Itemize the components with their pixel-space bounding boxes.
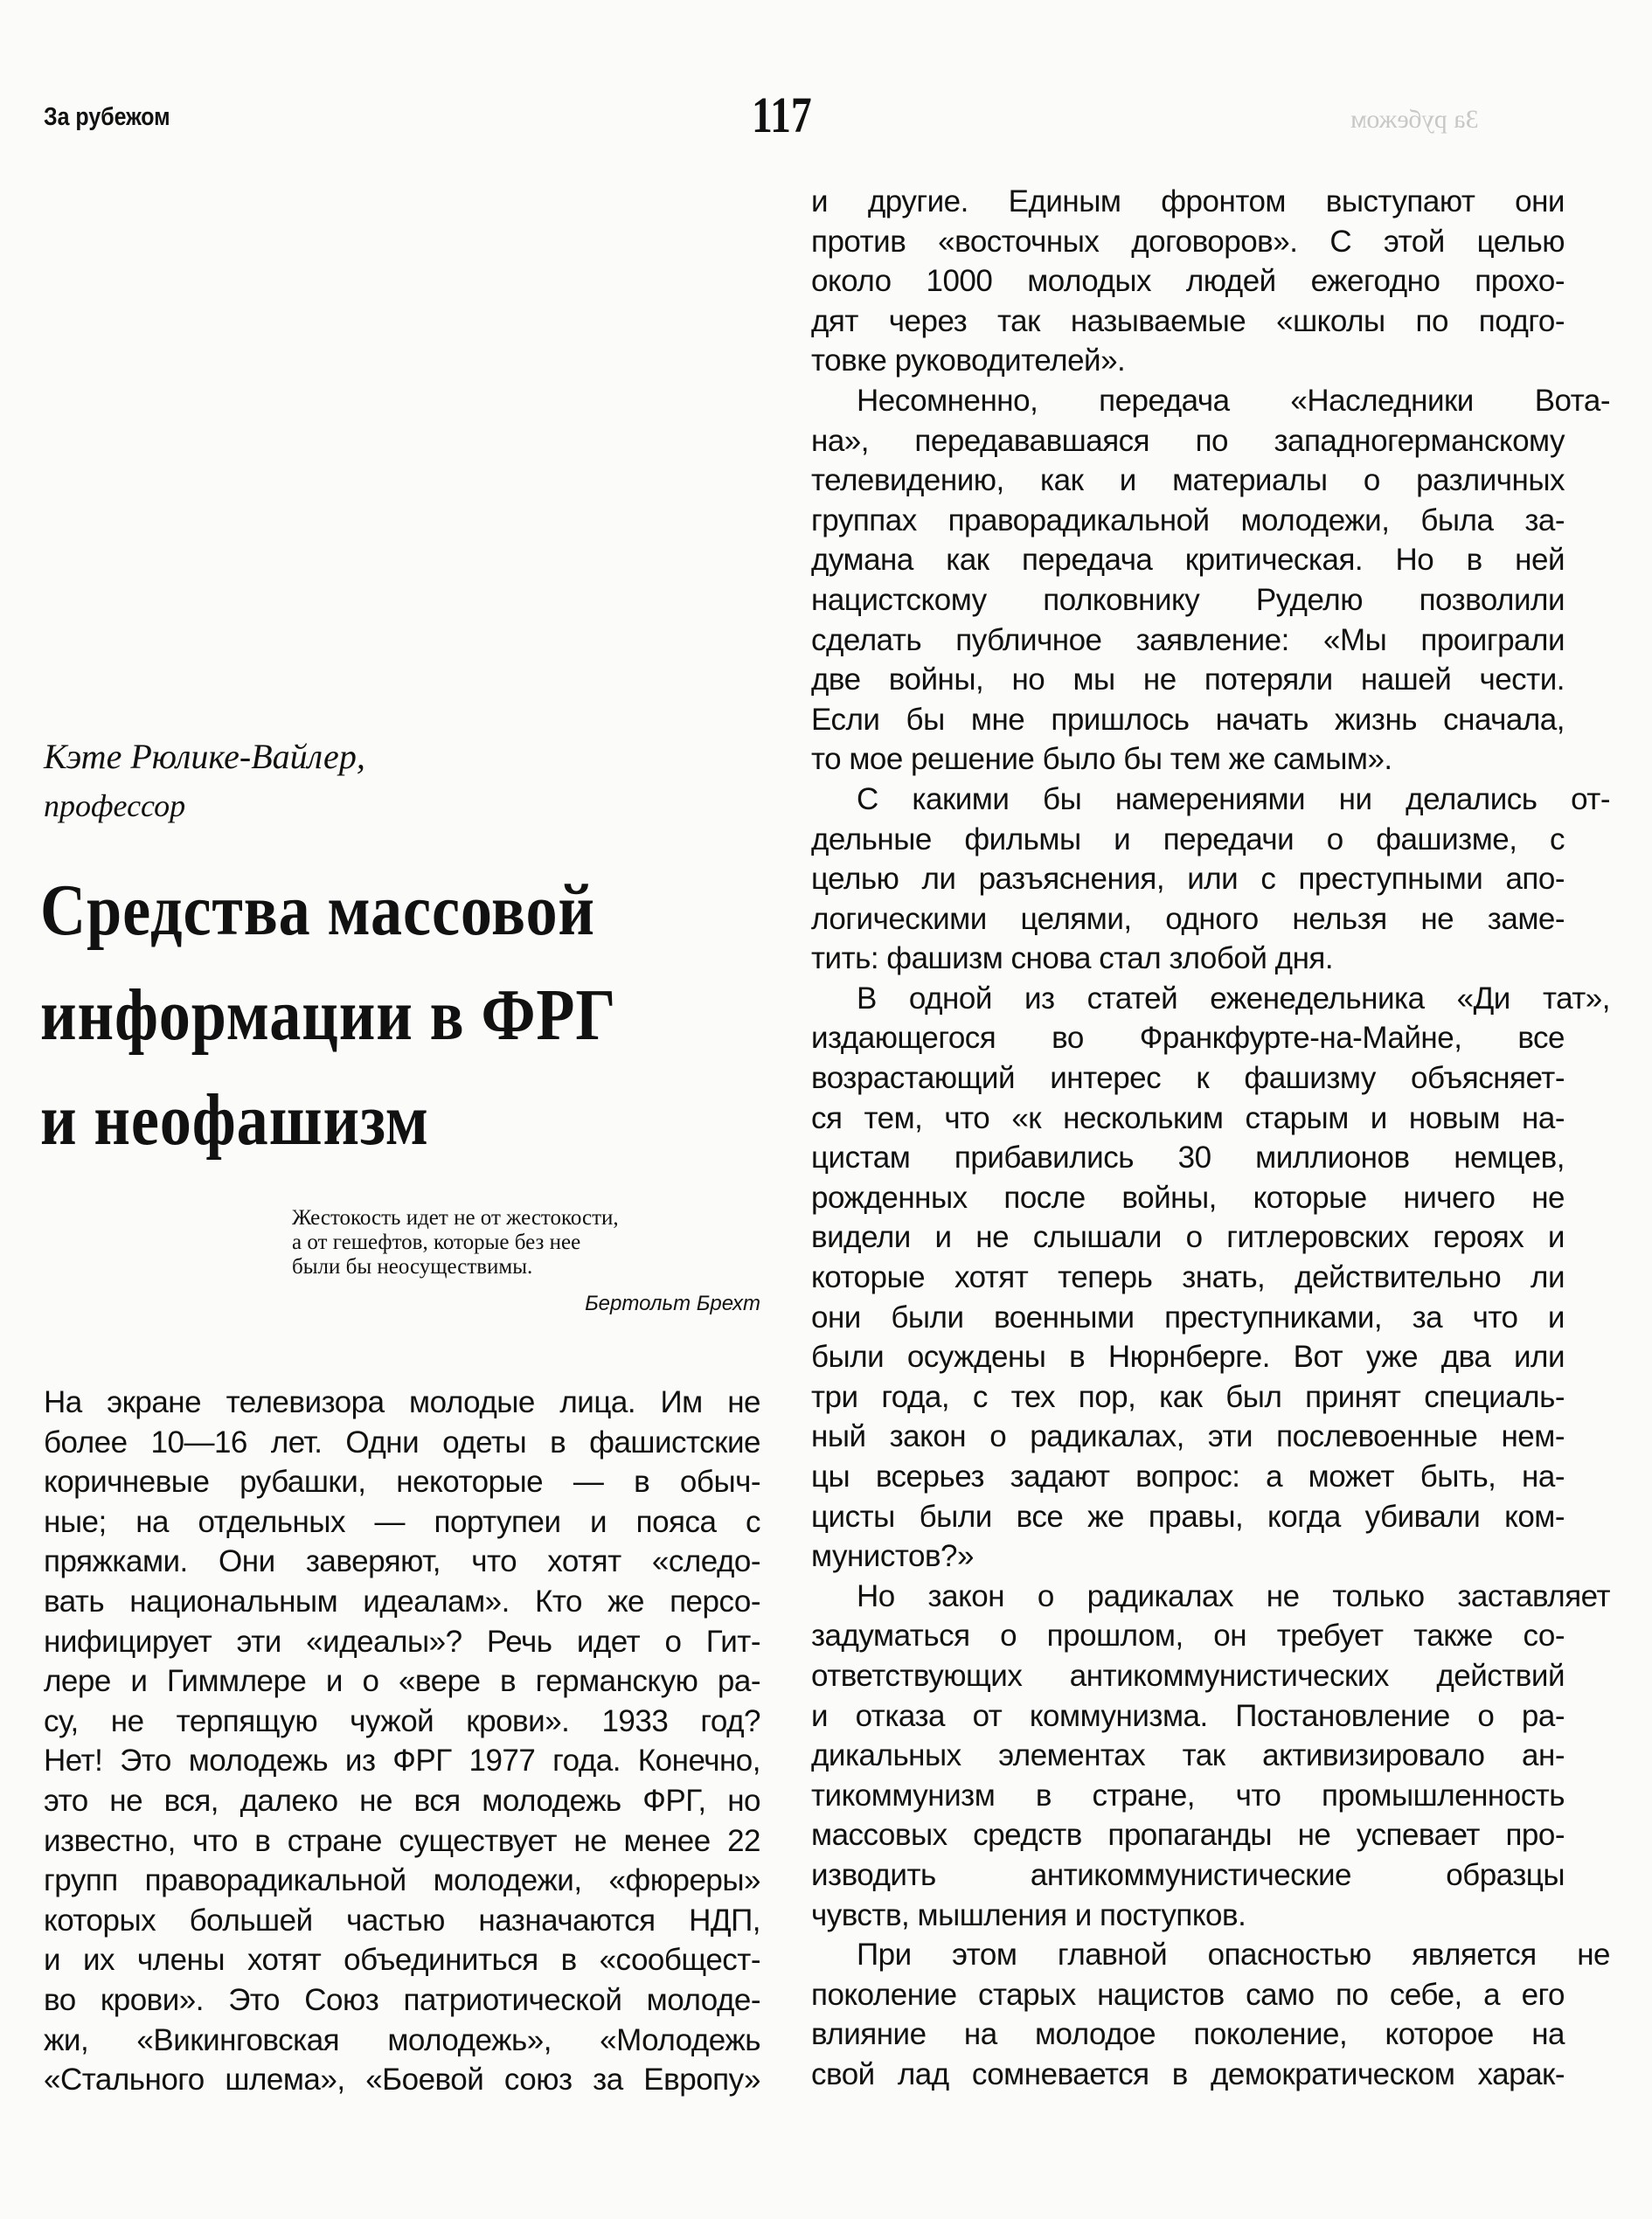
text-line: «Стального шлема», «Боевой союз за Европу» [44,2063,760,2098]
text-line: и другие. Единым фронтом выступают они [811,184,1565,218]
title-line: Средства массовой [40,870,595,951]
text-line: и их члены хотят объединиться в «сообщест- [44,1943,760,1978]
text-line: известно, что в стране существует не менее 22 [44,1823,760,1858]
epigraph-line: а от гешефтов, которые без нее [292,1231,581,1254]
text-line: вать национальным идеалам». Кто же персо- [44,1584,760,1619]
text-line: они были военными преступниками, за что и [811,1300,1565,1335]
text-line: видели и не слышали о гитлеровских героях и [811,1220,1565,1255]
text-line: поколение старых нацистов само по себе, а его [811,1977,1565,2012]
author-name: Кэте Рюлике-Вайлер, [44,737,365,776]
text-line: нифицирует эти «идеалы»? Речь идет о Гит- [44,1624,760,1659]
author-block [44,732,365,830]
text-line: коричневые рубашки, некоторые — в обыч- [44,1465,760,1500]
text-line: массовых средств пропаганды не успевает про- [811,1818,1565,1853]
title-line: информации в ФРГ [40,974,617,1056]
text-line: Но закон о радикалах не только заставляет [857,1578,1610,1613]
text-line: нацистскому полковнику Руделю позволили [811,582,1565,617]
text-line: логическими целями, одного нельзя не заме- [811,901,1565,936]
text-line: ся тем, что «к нескольким старым и новым на- [811,1100,1565,1135]
text-line: групп праворадикальной молодежи, «фюреры» [44,1863,760,1898]
text-line: мунистов?» [811,1539,974,1574]
text-line: две войны, но мы не потеряли нашей чести. [811,662,1565,697]
text-line: дят через так называемые «школы по подго- [811,303,1565,338]
text-line: на», передававшаяся по западногерманскому [811,423,1565,458]
article-title [40,858,671,1173]
text-line: возрастающий интерес к фашизму объясняет- [811,1061,1565,1096]
text-line: тить: фашизм снова стал злобой дня. [811,941,1334,976]
epigraph-attribution: Бертольт Брехт [585,1292,760,1315]
text-line: влияние на молодое поколение, которое на [811,2017,1565,2052]
text-line: свой лад сомневается в демократическом харак- [811,2056,1565,2091]
text-line: дикальных элементах так активизировало ан- [811,1738,1565,1773]
text-line: Если бы мне пришлось начать жизнь сначала, [811,702,1565,737]
text-line: то мое решение было бы тем же самым». [811,742,1392,777]
text-line: Несомненно, передача «Наследники Вота- [857,383,1610,418]
text-line: пряжками. Они заверяют, что хотят «следо- [44,1544,760,1579]
text-line: сделать публичное заявление: «Мы проиграли [811,622,1565,657]
text-line: во крови». Это Союз патриотической молоде- [44,1982,760,2017]
epigraph-line: были бы неосуществимы. [292,1255,533,1279]
text-line: Нет! Это молодежь из ФРГ 1977 года. Конечно, [44,1744,760,1779]
epigraph-line: Жестокость идет не от жестокости, [292,1206,619,1230]
text-line: В одной из статей еженедельника «Ди тат», [857,981,1610,1016]
left-column [44,1383,760,2100]
text-line: цисты были все же правы, когда убивали ком- [811,1499,1565,1534]
text-line: целью ли разъяснения, или с преступными апо- [811,862,1565,897]
running-head: За рубежом [44,103,170,131]
author-role: профессор [44,788,186,823]
text-line: были осуждены в Нюрнберге. Вот уже два или [811,1340,1565,1375]
text-line: На экране телевизора молодые лица. Им не [44,1385,760,1419]
text-line: товке руководителей». [811,343,1126,378]
epigraph-quote [292,1206,760,1279]
epigraph [292,1206,760,1316]
text-line: около 1000 молодых людей ежегодно прохо- [811,264,1565,299]
text-line: это не вся, далеко не вся молодежь ФРГ, но [44,1783,760,1818]
bleed-through-running-head: За рубежом [1350,105,1479,134]
text-line: ные; на отдельных — портупеи и пояса с [44,1504,760,1539]
title-line: и неофашизм [40,1079,429,1161]
text-line: задуматься о прошлом, он требует также со- [811,1619,1565,1654]
text-line: При этом главной опасностью является не [857,1938,1610,1973]
text-line: рожденных после войны, которые ничего не [811,1180,1565,1215]
text-line: думана как передача критическая. Но в ней [811,543,1565,578]
text-line: против «восточных договоров». С этой целью [811,224,1565,259]
text-line: лере и Гиммлере и о «вере в германскую ра- [44,1664,760,1699]
text-line: су, не терпящую чужой крови». 1933 год? [44,1703,760,1738]
text-line: чувств, мышления и поступков. [811,1897,1246,1932]
text-line: цистам прибавились 30 миллионов немцев, [811,1141,1565,1175]
text-line: которых большей частью назначаются НДП, [44,1903,760,1938]
text-line: три года, с тех пор, как был принят специаль- [811,1379,1565,1414]
text-line: жи, «Викинговская молодежь», «Молодежь [44,2022,760,2057]
text-line: дельные фильмы и передачи о фашизме, с [811,822,1565,856]
text-line: цы всерьез задают вопрос: а может быть, на- [811,1460,1565,1494]
text-line: которые хотят теперь знать, действительно ли [811,1260,1565,1295]
text-line: ответствующих антикоммунистических действий [811,1658,1565,1693]
text-line: С какими бы намерениями ни делались от- [857,781,1610,816]
text-line: более 10—16 лет. Одни одеты в фашистские [44,1425,760,1460]
text-line: и отказа от коммунизма. Постановление о ра- [811,1698,1565,1733]
text-line: группах праворадикальной молодежи, была за- [811,503,1565,537]
page-number: 117 [752,87,812,143]
text-line: издающегося во Франкфурте-на-Майне, все [811,1021,1565,1056]
text-line: изводить антикоммунистические образцы [811,1857,1565,1892]
text-line: тикоммунизм в стране, что промышленность [811,1778,1565,1813]
text-line: телевидению, как и материалы о различных [811,463,1565,498]
text-line: ный закон о радикалах, эти послевоенные нем- [811,1419,1565,1454]
right-column [811,182,1610,2095]
